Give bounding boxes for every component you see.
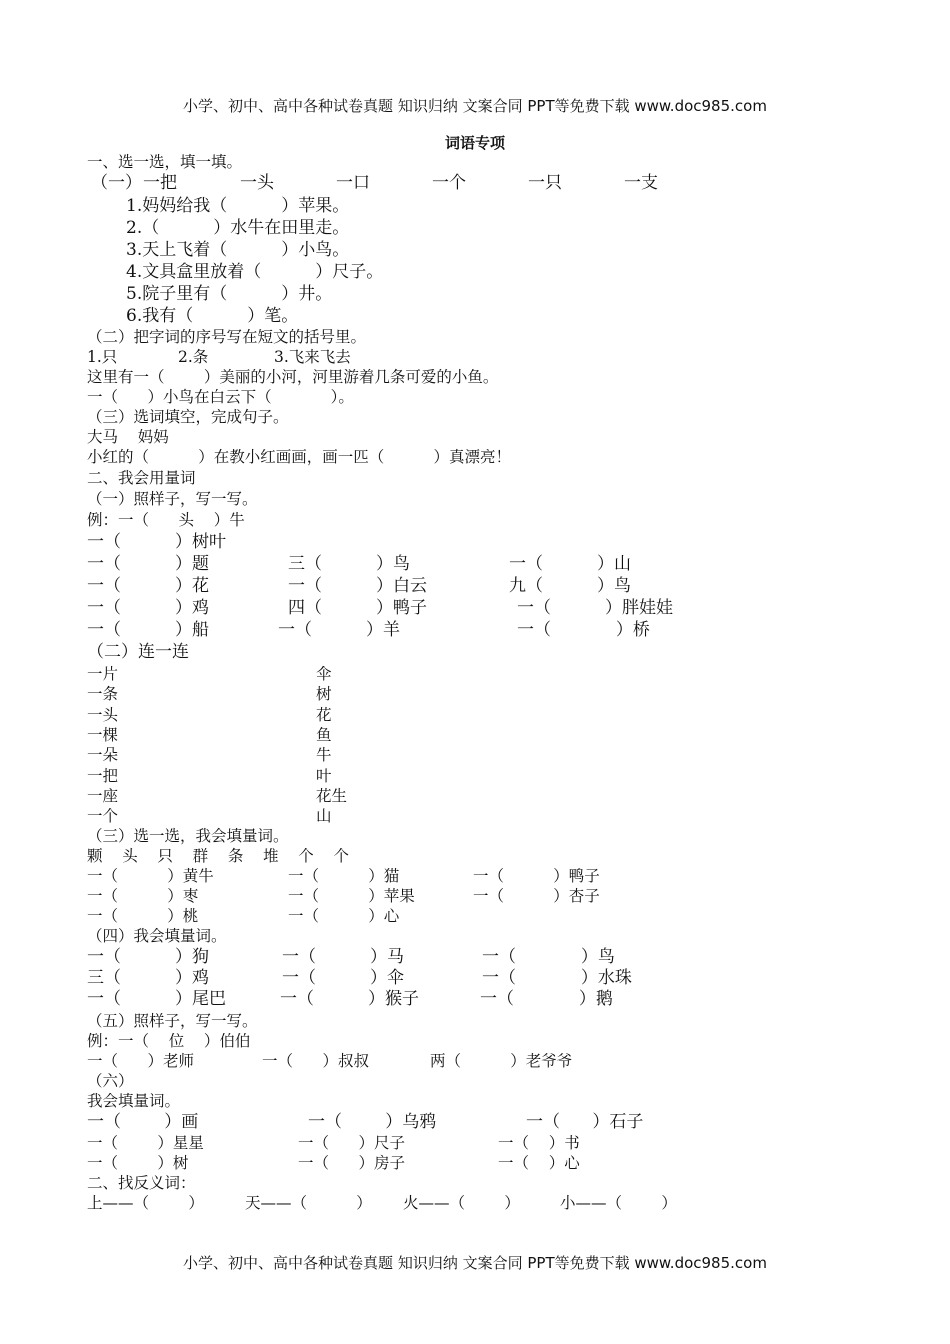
matching-right-item: 伞: [316, 665, 332, 683]
option-word: 2.条: [178, 348, 209, 366]
fill-item: 九（ ）鸟: [509, 576, 632, 596]
fill-item: 一（ ）画: [87, 1112, 199, 1132]
part-2-heading: （二）连一连: [87, 642, 189, 662]
matching-right-item: 牛: [316, 746, 332, 764]
option-words: 大马 妈妈: [87, 428, 169, 446]
page-title: 词语专项: [444, 134, 505, 152]
matching-left-item: 一个: [87, 807, 119, 825]
fill-item: 一（ ）枣: [87, 887, 199, 905]
matching-right-item: 花生: [316, 787, 348, 805]
fill-item: 一（ ）树: [87, 1154, 189, 1172]
fill-item: 6.我有（ ）笔。: [126, 306, 299, 326]
passage-line: 一（ ）小鸟在白云下（ ）。: [87, 388, 354, 406]
fill-item: 4.文具盒里放着（ ）尺子。: [126, 262, 384, 282]
part-2-heading: （二）把字词的序号写在短文的括号里。: [87, 328, 367, 346]
fill-item: 一（ ）水珠: [482, 968, 632, 988]
section-1-heading: 一、选一选，填一填。: [87, 153, 243, 171]
part-3-heading: （三）选一选，我会填量词。: [87, 827, 289, 845]
part-1-label: （一）: [91, 173, 142, 193]
example-line: 例：一（ 头 ）牛: [87, 511, 245, 529]
fill-item: 一（ ）桥: [517, 620, 650, 640]
fill-item: 一（ ）老师: [87, 1052, 195, 1070]
matching-left-item: 一片: [87, 665, 119, 683]
fill-item: 一（ ）鸡: [87, 598, 210, 618]
fill-item: 一（ ）尺子: [298, 1134, 406, 1152]
antonym-item: 小——（ ）: [560, 1194, 677, 1212]
fill-item: 一（ ）书: [498, 1134, 580, 1152]
option-word: 一个: [432, 173, 466, 193]
fill-item: 2.（ ）水牛在田里走。: [126, 218, 350, 238]
matching-left-item: 一条: [87, 685, 119, 703]
fill-item: 一（ ）狗: [87, 947, 210, 967]
matching-right-item: 鱼: [316, 726, 332, 744]
part-4-heading: （四）我会填量词。: [87, 927, 227, 945]
option-word: 1.只: [87, 348, 118, 366]
fill-item: 一（ ）石子: [526, 1112, 644, 1132]
matching-right-item: 叶: [316, 767, 332, 785]
page-header-banner: 小学、初中、高中各种试卷真题 知识归纳 文案合同 PPT等免费下载 www.doc985.com: [183, 97, 767, 115]
fill-item: 一（ ）心: [288, 907, 400, 925]
fill-item: 一（ ）题: [87, 554, 210, 574]
matching-left-item: 一座: [87, 787, 119, 805]
part-3-heading: （三）选词填空，完成句子。: [87, 408, 289, 426]
option-word: 一口: [336, 173, 370, 193]
fill-item: 三（ ）鸟: [288, 554, 411, 574]
fill-item: 三（ ）鸡: [87, 968, 210, 988]
passage-line: 这里有一（ ）美丽的小河，河里游着几条可爱的小鱼。: [87, 368, 499, 386]
option-word: 一只: [528, 173, 562, 193]
section-2-heading: 二、我会用量词: [87, 469, 196, 487]
fill-item: 一（ ）叔叔: [262, 1052, 370, 1070]
matching-right-item: 花: [316, 706, 332, 724]
fill-item: 一（ ）船: [87, 620, 210, 640]
fill-item: 1.妈妈给我（ ）苹果。: [126, 196, 350, 216]
fill-item: 一（ ）心: [498, 1154, 580, 1172]
matching-left-item: 一头: [87, 706, 119, 724]
fill-item: 一（ ）杏子: [473, 887, 600, 905]
fill-item: 一（ ）猴子: [280, 989, 420, 1009]
part-6-heading: 我会填量词。: [87, 1092, 181, 1110]
fill-item: 一（ ）鸭子: [473, 867, 600, 885]
fill-item: 一（ ）乌鸦: [308, 1112, 437, 1132]
option-words: 颗 头 只 群 条 堆 个 个: [87, 847, 349, 865]
fill-item: 3.天上飞着（ ）小鸟。: [126, 240, 350, 260]
matching-right-item: 树: [316, 685, 332, 703]
option-word: 3.飞来飞去: [274, 348, 351, 366]
section-3-heading: 二、找反义词：: [87, 1174, 196, 1192]
fill-item: 一（ ）山: [509, 554, 632, 574]
antonym-item: 天——（ ）: [245, 1194, 372, 1212]
fill-item: 一（ ）伞: [282, 968, 405, 988]
fill-item: 一（ ）胖娃娃: [517, 598, 674, 618]
option-word: 一支: [624, 173, 658, 193]
option-word: 一把: [143, 173, 177, 193]
fill-item: 一（ ）羊: [278, 620, 401, 640]
fill-item: 一（ ）苹果: [288, 887, 415, 905]
part-1-heading: （一）照样子，写一写。: [87, 490, 258, 508]
fill-item: 一（ ）树叶: [87, 532, 227, 552]
fill-item: 一（ ）猫: [288, 867, 400, 885]
matching-left-item: 一把: [87, 767, 119, 785]
fill-item: 一（ ）房子: [298, 1154, 406, 1172]
fill-item: 两（ ）老爷爷: [430, 1052, 573, 1070]
fill-item: 一（ ）黄牛: [87, 867, 214, 885]
fill-item: 一（ ）尾巴: [87, 989, 227, 1009]
matching-left-item: 一朵: [87, 746, 119, 764]
part-6-label: （六）: [87, 1072, 134, 1090]
fill-item: 5.院子里有（ ）井。: [126, 284, 333, 304]
fill-item: 一（ ）花: [87, 576, 210, 596]
matching-right-item: 山: [316, 807, 332, 825]
example-line: 例：一（ 位 ）伯伯: [87, 1032, 251, 1050]
fill-item: 一（ ）鸟: [482, 947, 615, 967]
fill-item: 四（ ）鸭子: [288, 598, 428, 618]
antonym-item: 上——（ ）: [87, 1194, 204, 1212]
option-word: 一头: [240, 173, 274, 193]
part-5-heading: （五）照样子，写一写。: [87, 1012, 258, 1030]
fill-item: 一（ ）白云: [288, 576, 428, 596]
fill-item: 一（ ）鹅: [480, 989, 613, 1009]
antonym-item: 火——（ ）: [403, 1194, 520, 1212]
matching-left-item: 一棵: [87, 726, 119, 744]
fill-item: 一（ ）星星: [87, 1134, 204, 1152]
page-footer-banner: 小学、初中、高中各种试卷真题 知识归纳 文案合同 PPT等免费下载 www.doc985.com: [183, 1254, 767, 1272]
sentence-line: 小红的（ ）在教小红画画，画一匹（ ）真漂亮！: [87, 448, 512, 466]
fill-item: 一（ ）马: [282, 947, 405, 967]
fill-item: 一（ ）桃: [87, 907, 199, 925]
